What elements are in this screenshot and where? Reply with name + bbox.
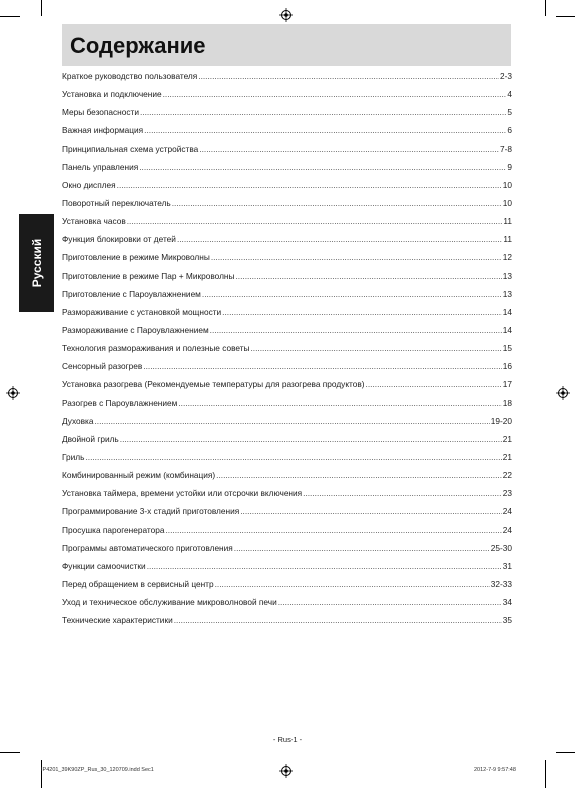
crop-mark-top-left-h [0,16,20,17]
toc-entry-page: 24 [502,506,512,517]
toc-leader-dots [144,125,506,135]
toc-entry[interactable] [62,615,512,633]
toc-leader-dots [235,271,501,281]
toc-entry-page: 34 [502,597,512,608]
toc-entry-label: Установка и подключение [62,89,162,100]
toc-entry-page: 11 [503,234,512,245]
toc-entry[interactable] [62,525,512,543]
toc-leader-dots [163,89,507,99]
toc-leader-dots [178,398,501,408]
toc-entry-label: Размораживание с Пароувлажнением [62,324,209,335]
toc-leader-dots [94,416,489,426]
toc-entry-label: Технология размораживания и полезные советы [62,343,250,354]
toc-entry-page: 10 [502,179,512,190]
toc-leader-dots [202,289,502,299]
toc-entry[interactable] [62,234,512,252]
toc-leader-dots [165,525,501,535]
toc-entry-label: Размораживание с установкой мощности [62,306,222,317]
toc-entry-page: 9 [507,161,512,172]
toc-entry[interactable] [62,416,512,434]
toc-entry-page: 19-20 [490,415,512,426]
registration-mark-top-icon [279,8,293,22]
toc-entry-page: 2-3 [500,71,512,81]
toc-entry[interactable] [62,361,512,379]
crop-mark-bottom-right-h [556,752,575,753]
toc-leader-dots [211,252,502,262]
toc-entry-label: Приготовление в режиме Пар + Микроволны [62,270,235,281]
toc-entry[interactable] [62,198,512,216]
page-number: - Rus-1 - [272,735,303,744]
toc-leader-dots [199,144,499,154]
toc-entry-label: Перед обращением в сервисный центр [62,578,214,589]
toc-entry-label: Установка разогрева (Рекомендуемые температуры для разогрева продуктов) [62,379,365,390]
toc-entry-label: Принципиальная схема устройства [62,143,199,154]
toc-entry[interactable] [62,506,512,524]
crop-mark-top-left-v [41,0,42,16]
toc-entry[interactable] [62,271,512,289]
toc-entry[interactable] [62,252,512,270]
toc-entry-label: Программы автоматического приготовления [62,542,233,553]
toc-entry-page: 13 [502,270,512,281]
toc-entry-label: Двойной гриль [62,433,119,444]
toc-entry[interactable] [62,597,512,615]
registration-mark-right-icon [556,386,570,400]
toc-entry[interactable] [62,144,512,162]
toc-entry-label: Духовка [62,415,94,426]
toc-leader-dots [147,561,502,571]
title-banner [62,24,511,66]
toc-leader-dots [143,361,501,371]
toc-entry-page: 15 [502,343,512,354]
toc-leader-dots [216,470,502,480]
toc-entry-label: Технические характеристики [62,615,173,626]
toc-entry-label: Установка таймера, времени устойки или отсрочки включения [62,488,303,499]
toc-leader-dots [120,434,502,444]
toc-leader-dots [117,180,502,190]
toc-leader-dots [174,615,502,625]
toc-entry-page: 31 [502,560,512,571]
toc-entry-page: 18 [502,397,512,408]
toc-leader-dots [222,307,502,317]
toc-entry-label: Панель управления [62,161,139,172]
toc-entry-page: 25-30 [490,542,512,553]
toc-leader-dots [240,506,502,516]
toc-entry-label: Программирование 3-х стадий приготовления [62,506,240,517]
toc-entry-page: 24 [502,524,512,535]
toc-entry-label: Уход и техническое обслуживание микроволновой печи [62,597,277,608]
crop-mark-bottom-left-h [0,752,20,753]
crop-mark-bottom-right-v [545,760,546,788]
toc-leader-dots [85,452,501,462]
toc-entry[interactable] [62,307,512,325]
toc-entry-page: 7-8 [500,143,512,154]
toc-leader-dots [215,579,490,589]
toc-entry-page: 5 [507,107,512,118]
toc-entry-page: 10 [502,197,512,208]
toc-entry[interactable] [62,71,512,89]
toc-entry-page: 6 [507,125,512,136]
toc-entry-page: 17 [502,379,512,390]
table-of-contents [62,71,512,633]
toc-entry-label: Установка часов [62,216,126,227]
toc-entry-page: 22 [502,470,512,481]
toc-entry[interactable] [62,398,512,416]
toc-leader-dots [303,488,502,498]
page-title: Содержание [70,33,206,58]
toc-leader-dots [278,597,502,607]
language-side-tab-label: Русский [29,238,44,288]
toc-entry[interactable] [62,452,512,470]
crop-mark-top-right-h [556,16,575,17]
toc-entry[interactable] [62,343,512,361]
toc-leader-dots [251,343,502,353]
crop-mark-bottom-left-v [41,760,42,788]
print-slug-timestamp: 2012-7-9 9:57:48 [474,767,516,773]
toc-entry[interactable] [62,561,512,579]
toc-entry-page: 14 [502,306,512,317]
toc-entry-label: Важная информация [62,125,144,136]
toc-leader-dots [139,162,506,172]
toc-leader-dots [140,107,506,117]
toc-entry-label: Поворотный переключатель [62,197,171,208]
toc-entry[interactable] [62,89,512,107]
toc-entry[interactable] [62,325,512,343]
toc-entry-label: Просушка парогенератора [62,524,165,535]
crop-mark-top-right-v [545,0,546,16]
toc-entry-label: Приготовление в режиме Микроволны [62,252,210,263]
toc-entry[interactable] [62,470,512,488]
toc-entry-page: 12 [502,252,512,263]
toc-entry-label: Приготовление с Пароувлажнением [62,288,201,299]
toc-entry-page: 11 [503,216,512,227]
toc-entry-page: 16 [502,361,512,372]
toc-entry-page: 14 [502,324,512,335]
toc-entry[interactable] [62,180,512,198]
toc-leader-dots [198,71,499,81]
toc-entry[interactable] [62,543,512,561]
toc-entry-label: Меры безопасности [62,107,139,118]
toc-entry[interactable] [62,216,512,234]
toc-leader-dots [127,216,503,226]
language-side-tab [19,214,54,312]
toc-entry[interactable] [62,379,512,397]
toc-entry-label: Окно дисплея [62,179,116,190]
toc-entry[interactable] [62,289,512,307]
toc-entry-label: Сенсорный разогрев [62,361,143,372]
toc-leader-dots [177,234,502,244]
toc-entry-page: 32-33 [490,578,512,589]
toc-entry-label: Разогрев с Пароувлажнением [62,397,178,408]
toc-entry[interactable] [62,579,512,597]
registration-mark-left-icon [6,386,20,400]
toc-entry-page: 4 [507,89,512,100]
toc-leader-dots [234,543,490,553]
toc-entry-label: Краткое руководство пользователя [62,71,198,81]
toc-entry-label: Комбинированный режим (комбинация) [62,470,216,481]
toc-entry-page: 23 [502,488,512,499]
toc-entry-label: Функция блокировки от детей [62,234,176,245]
toc-entry-page: 35 [502,615,512,626]
toc-entry-page: 21 [502,433,512,444]
toc-entry[interactable] [62,107,512,125]
toc-entry[interactable] [62,125,512,143]
toc-leader-dots [210,325,502,335]
toc-entry-page: 13 [502,288,512,299]
toc-leader-dots [366,379,502,389]
toc-entry-page: 21 [502,451,512,462]
toc-entry[interactable] [62,162,512,180]
toc-leader-dots [172,198,502,208]
toc-entry[interactable] [62,488,512,506]
registration-mark-bottom-icon [279,764,293,778]
toc-entry-label: Гриль [62,451,85,462]
toc-entry[interactable] [62,434,512,452]
print-slug-filename: IP4201_39K90ZP_Rus_30_120709.indd Sec1 [41,767,154,773]
toc-entry-label: Функции самоочистки [62,560,146,571]
